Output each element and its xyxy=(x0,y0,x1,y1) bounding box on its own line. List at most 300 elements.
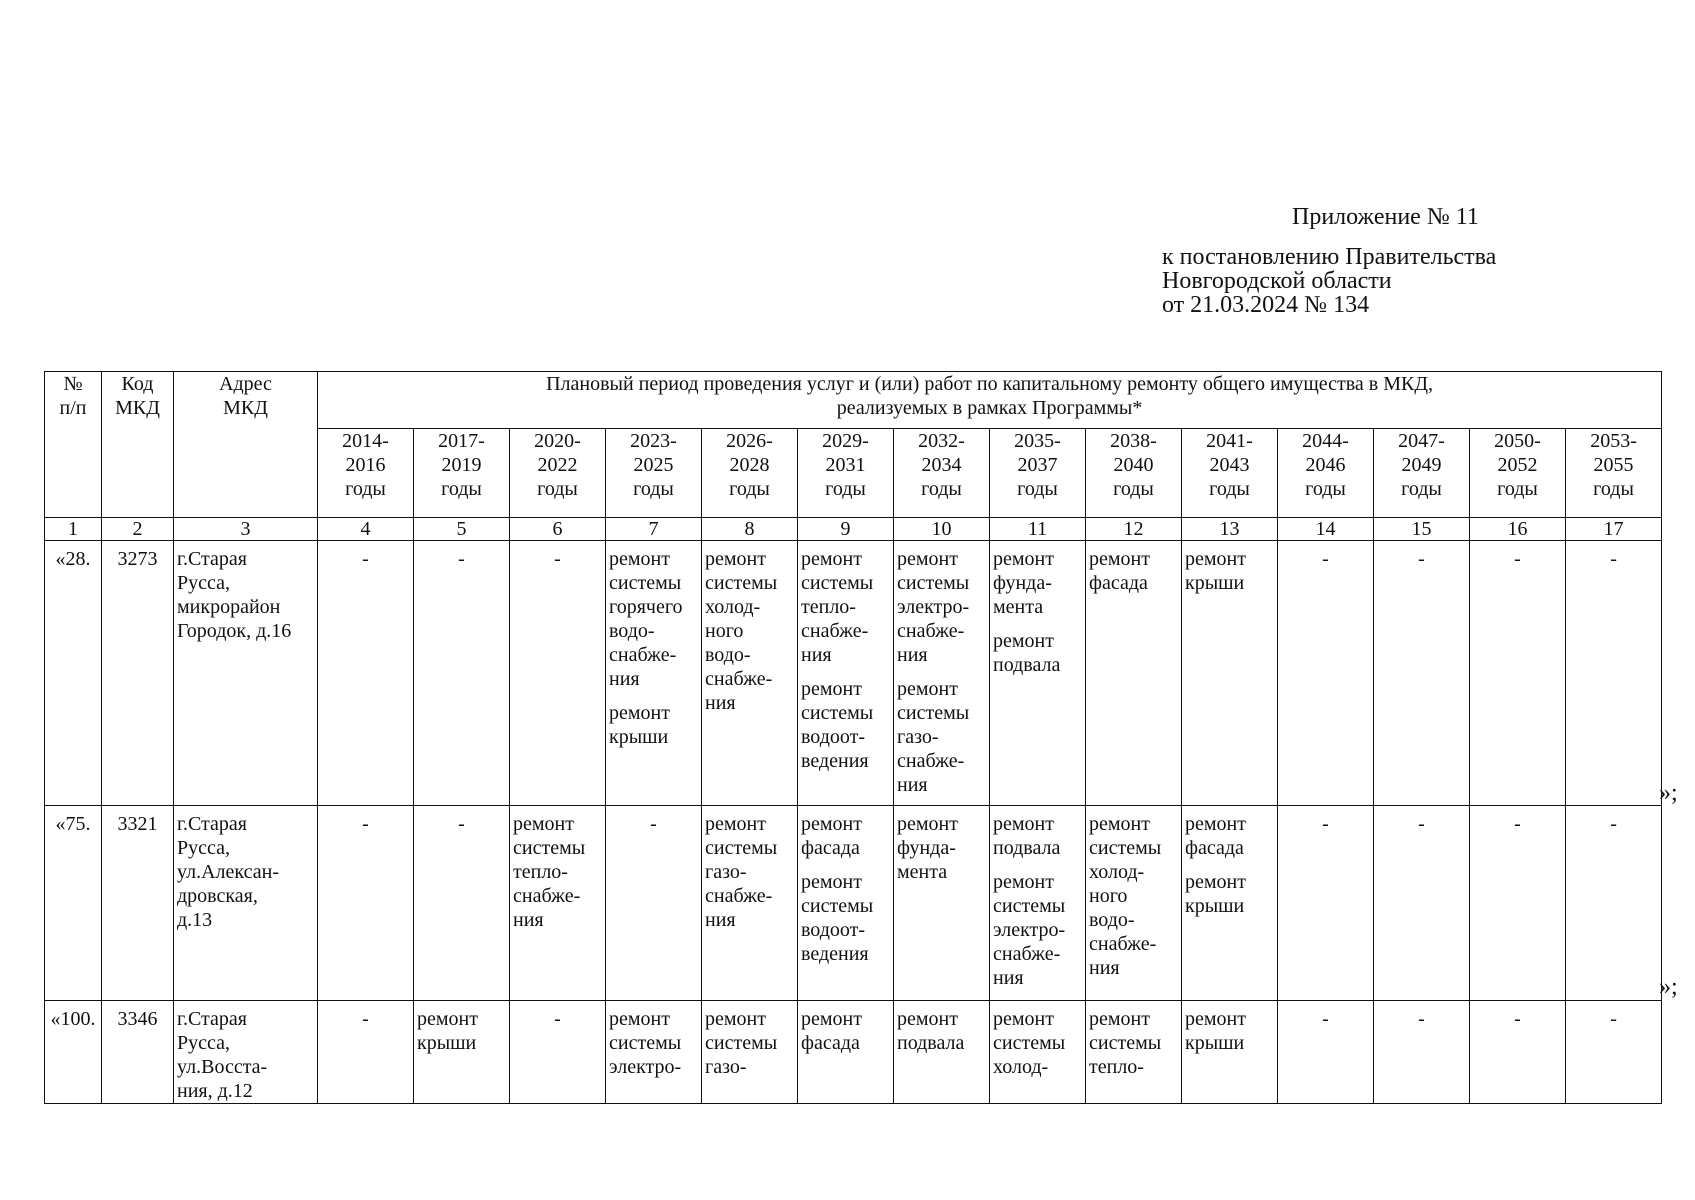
work-cell xyxy=(990,806,1086,1001)
header-text: годы xyxy=(1017,478,1058,500)
column-number: 16 xyxy=(1470,518,1566,541)
work-text: - xyxy=(650,813,657,835)
header-text: 2053- xyxy=(1590,430,1637,452)
header-text: годы xyxy=(1113,478,1154,500)
work-cell xyxy=(1566,541,1662,806)
work-item xyxy=(513,812,602,932)
header-text: МКД xyxy=(115,397,160,419)
work-cell xyxy=(318,1001,414,1104)
work-cell xyxy=(702,541,798,806)
work-cell xyxy=(894,806,990,1001)
work-text: подвала xyxy=(993,654,1061,676)
work-text: системы xyxy=(801,895,874,917)
work-text: - xyxy=(458,813,465,835)
work-text: ремонт xyxy=(1185,871,1246,893)
header-period xyxy=(702,429,798,518)
work-text: - xyxy=(1322,548,1329,570)
header-text: 2041- xyxy=(1206,430,1253,452)
work-cell xyxy=(894,1001,990,1104)
no-work-dash xyxy=(1281,547,1370,571)
work-item xyxy=(897,677,986,797)
work-cell xyxy=(510,541,606,806)
column-number: 9 xyxy=(798,518,894,541)
header-building-code xyxy=(102,372,174,518)
work-item xyxy=(897,812,986,884)
header-text: годы xyxy=(345,478,386,500)
header-text: 2046 xyxy=(1305,454,1346,476)
work-text: крыши xyxy=(1185,572,1245,594)
work-text: - xyxy=(1514,813,1521,835)
no-work-dash xyxy=(321,812,410,836)
work-text: снабже- xyxy=(705,668,773,690)
work-text: подвала xyxy=(897,1032,965,1054)
header-text: 2014- xyxy=(342,430,389,452)
header-text: 2037 xyxy=(1017,454,1058,476)
no-work-dash xyxy=(1473,812,1562,836)
work-text: системы xyxy=(513,837,586,859)
work-text: ного xyxy=(705,620,744,642)
column-number: 7 xyxy=(606,518,702,541)
header-text: 2055 xyxy=(1593,454,1634,476)
column-number: 10 xyxy=(894,518,990,541)
header-text: годы xyxy=(1401,478,1442,500)
work-text: ния xyxy=(897,774,928,796)
header-text: 2023- xyxy=(630,430,677,452)
work-cell xyxy=(510,1001,606,1104)
no-work-dash xyxy=(1473,547,1562,571)
work-item xyxy=(801,870,890,966)
work-item xyxy=(1185,870,1274,918)
work-text: системы xyxy=(801,572,874,594)
header-period xyxy=(1182,429,1278,518)
work-cell xyxy=(414,1001,510,1104)
header-text: МКД xyxy=(223,397,268,419)
header-text: 2016 xyxy=(345,454,386,476)
work-text: системы xyxy=(705,572,778,594)
work-text: - xyxy=(1610,1008,1617,1030)
work-text: фунда- xyxy=(993,572,1052,594)
work-item xyxy=(1089,1007,1178,1079)
header-period xyxy=(1278,429,1374,518)
work-text: газо- xyxy=(705,861,747,883)
address-line: Городок, д.16 xyxy=(177,620,292,642)
address-line: д.13 xyxy=(177,909,213,931)
header-period xyxy=(1374,429,1470,518)
work-text: ремонт xyxy=(1185,548,1246,570)
work-text: ния xyxy=(1089,957,1120,979)
work-text: - xyxy=(362,813,369,835)
work-text: системы xyxy=(609,572,682,594)
work-item xyxy=(417,1007,506,1055)
header-period xyxy=(318,429,414,518)
header-text: годы xyxy=(825,478,866,500)
column-number: 15 xyxy=(1374,518,1470,541)
address-line: ул.Восста- xyxy=(177,1056,268,1078)
work-item xyxy=(993,812,1082,860)
work-text: тепло- xyxy=(1089,1056,1144,1078)
header-period xyxy=(894,429,990,518)
work-text: - xyxy=(1322,1008,1329,1030)
work-cell xyxy=(606,806,702,1001)
work-cell xyxy=(1566,806,1662,1001)
row-number: «75. xyxy=(45,806,102,1001)
work-text: фунда- xyxy=(897,837,956,859)
building-address xyxy=(174,541,318,806)
work-text: подвала xyxy=(993,837,1061,859)
work-text: фасада xyxy=(801,837,860,859)
no-work-dash xyxy=(1377,812,1466,836)
column-number: 6 xyxy=(510,518,606,541)
address-line: г.Старая xyxy=(177,813,247,835)
work-item xyxy=(705,547,794,715)
work-cell xyxy=(1470,806,1566,1001)
work-text: ремонт xyxy=(705,1008,766,1030)
work-item xyxy=(801,677,890,773)
column-number: 8 xyxy=(702,518,798,541)
no-work-dash xyxy=(417,812,506,836)
header-text: Плановый период проведения услуг и (или) работ по капитальному ремонту общего имущества в МКД, xyxy=(546,373,1434,395)
work-cell xyxy=(414,541,510,806)
no-work-dash xyxy=(321,1007,410,1031)
work-text: ремонт xyxy=(513,813,574,835)
work-text: ремонт xyxy=(417,1008,478,1030)
work-text: - xyxy=(1514,1008,1521,1030)
work-text: - xyxy=(362,548,369,570)
work-text: - xyxy=(1610,548,1617,570)
work-cell xyxy=(1182,1001,1278,1104)
work-text: водо- xyxy=(1089,909,1135,931)
work-text: ния xyxy=(993,967,1024,989)
no-work-dash xyxy=(417,547,506,571)
column-number: 2 xyxy=(102,518,174,541)
building-address xyxy=(174,806,318,1001)
work-text: ремонт xyxy=(801,871,862,893)
work-text: холод- xyxy=(705,596,761,618)
work-item xyxy=(705,1007,794,1079)
header-period xyxy=(798,429,894,518)
work-item xyxy=(1185,812,1274,860)
work-cell xyxy=(798,541,894,806)
work-text: ремонт xyxy=(993,548,1054,570)
work-cell xyxy=(606,1001,702,1104)
no-work-dash xyxy=(1377,547,1466,571)
column-number: 14 xyxy=(1278,518,1374,541)
work-text: водо- xyxy=(609,620,655,642)
work-text: ремонт xyxy=(993,630,1054,652)
work-text: тепло- xyxy=(801,596,856,618)
work-text: крыши xyxy=(1185,1032,1245,1054)
header-text: 2040 xyxy=(1113,454,1154,476)
work-item xyxy=(609,701,698,749)
work-cell xyxy=(990,541,1086,806)
work-text: водоот- xyxy=(801,726,866,748)
work-text: ремонт xyxy=(801,548,862,570)
header-text: годы xyxy=(441,478,482,500)
header-text: 2026- xyxy=(726,430,773,452)
work-cell xyxy=(1182,806,1278,1001)
work-item xyxy=(705,812,794,932)
work-text: ремонт xyxy=(801,1008,862,1030)
work-cell xyxy=(1374,806,1470,1001)
building-code: 3321 xyxy=(102,806,174,1001)
work-item xyxy=(801,1007,890,1055)
no-work-dash xyxy=(1473,1007,1562,1031)
no-work-dash xyxy=(1281,1007,1370,1031)
column-number: 1 xyxy=(45,518,102,541)
work-text: системы xyxy=(1089,1032,1162,1054)
header-text: 2017- xyxy=(438,430,485,452)
work-item xyxy=(897,547,986,667)
work-text: ведения xyxy=(801,750,869,772)
address-line: Русса, xyxy=(177,572,230,594)
work-text: ремонт xyxy=(705,548,766,570)
work-text: электро- xyxy=(609,1056,682,1078)
work-text: фасада xyxy=(801,1032,860,1054)
address-line: Русса, xyxy=(177,837,230,859)
work-text: ремонт xyxy=(801,678,862,700)
header-period xyxy=(1566,429,1662,518)
work-text: ремонт xyxy=(1089,1008,1150,1030)
header-building-address xyxy=(174,372,318,518)
work-text: ния xyxy=(609,668,640,690)
work-text: снабже- xyxy=(897,620,965,642)
work-item xyxy=(993,547,1082,619)
header-text: п/п xyxy=(59,397,87,419)
header-text: годы xyxy=(729,478,770,500)
work-text: ремонт xyxy=(993,813,1054,835)
header-text: 2038- xyxy=(1110,430,1157,452)
work-cell xyxy=(1278,806,1374,1001)
header-text: годы xyxy=(1593,478,1634,500)
work-cell xyxy=(1278,1001,1374,1104)
header-text: 2035- xyxy=(1014,430,1061,452)
work-cell xyxy=(894,541,990,806)
work-text: системы xyxy=(705,1032,778,1054)
work-text: мента xyxy=(993,596,1044,618)
work-text: ного xyxy=(1089,885,1128,907)
row-closing-quote: »; xyxy=(1659,780,1678,806)
header-text: годы xyxy=(921,478,962,500)
header-period xyxy=(1470,429,1566,518)
header-text: годы xyxy=(1305,478,1346,500)
work-cell xyxy=(990,1001,1086,1104)
work-text: ремонт xyxy=(1089,548,1150,570)
header-text: годы xyxy=(537,478,578,500)
work-text: ремонт xyxy=(1089,813,1150,835)
work-text: ния xyxy=(705,692,736,714)
building-code: 3273 xyxy=(102,541,174,806)
work-text: - xyxy=(362,1008,369,1030)
work-item xyxy=(993,870,1082,990)
no-work-dash xyxy=(321,547,410,571)
building-code: 3346 xyxy=(102,1001,174,1104)
work-text: горячего xyxy=(609,596,683,618)
no-work-dash xyxy=(1377,1007,1466,1031)
header-text: № xyxy=(63,373,83,395)
resolution-line: к постановлению Правительства xyxy=(1162,244,1497,270)
work-cell xyxy=(606,541,702,806)
work-cell xyxy=(702,806,798,1001)
header-text: 2020- xyxy=(534,430,581,452)
column-number: 12 xyxy=(1086,518,1182,541)
work-text: ремонт xyxy=(801,813,862,835)
work-text: холод- xyxy=(993,1056,1049,1078)
header-text: Код xyxy=(121,373,154,395)
work-text: системы xyxy=(993,895,1066,917)
work-cell xyxy=(1566,1001,1662,1104)
work-text: - xyxy=(1514,548,1521,570)
work-text: - xyxy=(1322,813,1329,835)
work-cell xyxy=(798,806,894,1001)
header-period xyxy=(990,429,1086,518)
no-work-dash xyxy=(1569,1007,1658,1031)
table-row xyxy=(45,1001,1662,1104)
work-cell xyxy=(1086,1001,1182,1104)
work-cell xyxy=(1374,541,1470,806)
table-row xyxy=(45,806,1662,1001)
work-text: ведения xyxy=(801,943,869,965)
work-text: мента xyxy=(897,861,948,883)
address-line: г.Старая xyxy=(177,548,247,570)
work-text: снабже- xyxy=(609,644,677,666)
work-text: ремонт xyxy=(897,678,958,700)
work-text: ремонт xyxy=(1185,813,1246,835)
work-cell xyxy=(702,1001,798,1104)
header-row-number xyxy=(45,372,102,518)
column-number: 17 xyxy=(1566,518,1662,541)
work-text: системы xyxy=(1089,837,1162,859)
header-text: 2043 xyxy=(1209,454,1250,476)
work-text: системы xyxy=(705,837,778,859)
work-item xyxy=(993,1007,1082,1079)
work-cell xyxy=(1086,806,1182,1001)
work-text: электро- xyxy=(897,596,970,618)
header-text: 2031 xyxy=(825,454,866,476)
work-text: - xyxy=(554,1008,561,1030)
header-text: годы xyxy=(633,478,674,500)
header-text: 2025 xyxy=(633,454,674,476)
row-number: «28. xyxy=(45,541,102,806)
header-period xyxy=(606,429,702,518)
work-text: крыши xyxy=(1185,895,1245,917)
header-text: 2050- xyxy=(1494,430,1541,452)
work-text: ремонт xyxy=(1185,1008,1246,1030)
work-text: ния xyxy=(513,909,544,931)
work-text: фасада xyxy=(1185,837,1244,859)
row-number: «100. xyxy=(45,1001,102,1104)
header-text: 2044- xyxy=(1302,430,1349,452)
work-cell xyxy=(1470,1001,1566,1104)
work-text: газо- xyxy=(705,1056,747,1078)
work-item xyxy=(1185,547,1274,595)
address-line: микрорайон xyxy=(177,596,281,618)
row-closing-quote: »; xyxy=(1659,974,1678,1000)
work-text: ния xyxy=(801,644,832,666)
work-text: крыши xyxy=(417,1032,477,1054)
resolution-line: Новгородской области xyxy=(1162,268,1392,294)
work-cell xyxy=(318,806,414,1001)
header-text: 2047- xyxy=(1398,430,1445,452)
header-period xyxy=(414,429,510,518)
work-text: ремонт xyxy=(705,813,766,835)
header-text: Адрес xyxy=(219,373,272,395)
header-text: 2019 xyxy=(441,454,482,476)
address-line: Русса, xyxy=(177,1032,230,1054)
work-text: снабже- xyxy=(993,943,1061,965)
header-text: 2034 xyxy=(921,454,962,476)
no-work-dash xyxy=(1569,547,1658,571)
work-text: холод- xyxy=(1089,861,1145,883)
header-text: 2052 xyxy=(1497,454,1538,476)
work-cell xyxy=(1278,541,1374,806)
work-text: снабже- xyxy=(801,620,869,642)
work-text: крыши xyxy=(609,726,669,748)
header-text: 2049 xyxy=(1401,454,1442,476)
work-text: - xyxy=(1418,813,1425,835)
work-item xyxy=(609,547,698,691)
header-text: 2028 xyxy=(729,454,770,476)
work-text: ремонт xyxy=(897,1008,958,1030)
header-text: 2032- xyxy=(918,430,965,452)
work-item xyxy=(609,1007,698,1079)
work-text: ремонт xyxy=(897,548,958,570)
appendix-title: Приложение № 11 xyxy=(1292,204,1479,230)
work-text: системы xyxy=(609,1032,682,1054)
work-text: - xyxy=(554,548,561,570)
header-text: годы xyxy=(1209,478,1250,500)
column-number: 13 xyxy=(1182,518,1278,541)
building-address xyxy=(174,1001,318,1104)
work-text: ремонт xyxy=(609,548,670,570)
work-item xyxy=(1089,812,1178,980)
work-cell xyxy=(414,806,510,1001)
work-text: тепло- xyxy=(513,861,568,883)
work-text: ремонт xyxy=(993,871,1054,893)
address-line: дровская, xyxy=(177,885,258,907)
work-item xyxy=(1089,547,1178,595)
work-text: ния xyxy=(705,909,736,931)
work-text: газо- xyxy=(897,726,939,748)
work-text: ремонт xyxy=(609,702,670,724)
work-text: ния xyxy=(897,644,928,666)
work-text: снабже- xyxy=(1089,933,1157,955)
work-text: ремонт xyxy=(993,1008,1054,1030)
header-period xyxy=(1086,429,1182,518)
no-work-dash xyxy=(513,547,602,571)
work-item xyxy=(1185,1007,1274,1055)
work-item xyxy=(801,812,890,860)
work-text: ремонт xyxy=(609,1008,670,1030)
work-text: водо- xyxy=(705,644,751,666)
header-period xyxy=(510,429,606,518)
column-number: 5 xyxy=(414,518,510,541)
work-item xyxy=(801,547,890,667)
work-cell xyxy=(798,1001,894,1104)
work-text: электро- xyxy=(993,919,1066,941)
no-work-dash xyxy=(1281,812,1370,836)
work-text: - xyxy=(458,548,465,570)
work-text: системы xyxy=(993,1032,1066,1054)
address-line: ул.Алексан- xyxy=(177,861,279,883)
work-text: снабже- xyxy=(897,750,965,772)
column-number: 11 xyxy=(990,518,1086,541)
work-text: - xyxy=(1418,1008,1425,1030)
work-text: снабже- xyxy=(513,885,581,907)
column-number: 3 xyxy=(174,518,318,541)
work-text: - xyxy=(1418,548,1425,570)
work-text: системы xyxy=(801,702,874,724)
work-text: снабже- xyxy=(705,885,773,907)
